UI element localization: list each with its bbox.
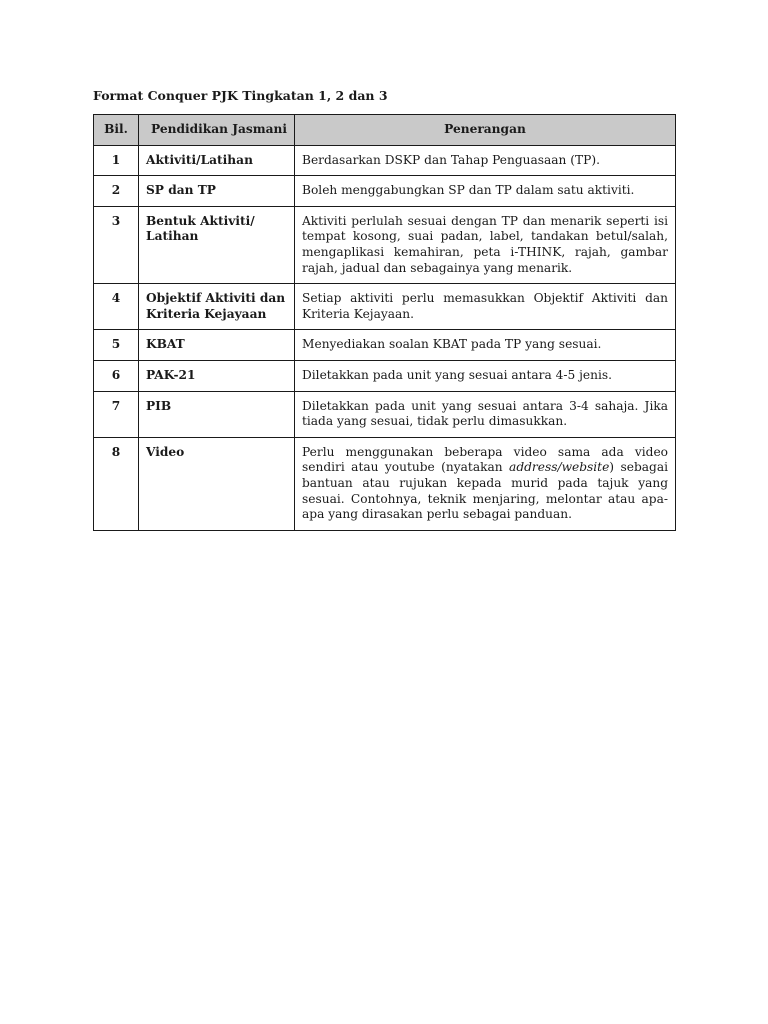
row-item: SP dan TP <box>139 176 295 207</box>
table-row <box>94 391 676 437</box>
row-description: Diletakkan pada unit yang sesuai antara 3-4 sahaja. Jika tiada yang sesuai, tidak perlu dimasukkan. <box>295 391 676 437</box>
table-header-row <box>94 115 676 146</box>
row-item: PIB <box>139 391 295 437</box>
row-description: Aktiviti perlulah sesuai dengan TP dan menarik seperti isi tempat kosong, suai padan, label, tandakan betul/salah, mengaplikasi kemahiran, peta i-THINK, rajah, gambar rajah, jadual dan sebagainya yang menarik. <box>295 206 676 283</box>
row-number: 2 <box>94 176 139 207</box>
row-number: 4 <box>94 284 139 330</box>
format-table <box>93 114 676 531</box>
row-description-text: Perlu menggunakan beberapa video sama ada video sendiri atau youtube (nyatakan <box>302 444 668 475</box>
table-row <box>94 330 676 361</box>
row-number: 7 <box>94 391 139 437</box>
row-description: Boleh menggabungkan SP dan TP dalam satu aktiviti. <box>295 176 676 207</box>
table-row <box>94 437 676 530</box>
header-bil: Bil. <box>94 115 139 146</box>
table-row <box>94 145 676 176</box>
table-row <box>94 206 676 283</box>
table-row <box>94 360 676 391</box>
row-item: KBAT <box>139 330 295 361</box>
table-row <box>94 176 676 207</box>
row-number: 3 <box>94 206 139 283</box>
row-item: PAK-21 <box>139 360 295 391</box>
row-number: 8 <box>94 437 139 530</box>
table-row <box>94 284 676 330</box>
row-item: Video <box>139 437 295 530</box>
row-description-text: ) sebagai bantuan atau rujukan kepada murid pada tajuk yang sesuai. Contohnya, teknik menjaring, melontar atau apa-apa yang dirasakan perlu sebagai panduan. <box>302 460 668 522</box>
row-item: Aktiviti/Latihan <box>139 145 295 176</box>
row-number: 5 <box>94 330 139 361</box>
row-description-italic: address/website <box>509 460 610 475</box>
row-item: Objektif Aktiviti dan Kriteria Kejayaan <box>139 284 295 330</box>
row-number: 6 <box>94 360 139 391</box>
row-description: Menyediakan soalan KBAT pada TP yang sesuai. <box>295 330 676 361</box>
header-pendidikan-jasmani: Pendidikan Jasmani <box>139 115 295 146</box>
row-description: Berdasarkan DSKP dan Tahap Penguasaan (TP). <box>295 145 676 176</box>
row-description: Diletakkan pada unit yang sesuai antara 4-5 jenis. <box>295 360 676 391</box>
row-number: 1 <box>94 145 139 176</box>
row-item: Bentuk Aktiviti/ Latihan <box>139 206 295 283</box>
document-title: Format Conquer PJK Tingkatan 1, 2 dan 3 <box>93 88 388 103</box>
header-penerangan: Penerangan <box>295 115 676 146</box>
row-description: Setiap aktiviti perlu memasukkan Objektif Aktiviti dan Kriteria Kejayaan. <box>295 284 676 330</box>
row-description <box>295 437 676 530</box>
